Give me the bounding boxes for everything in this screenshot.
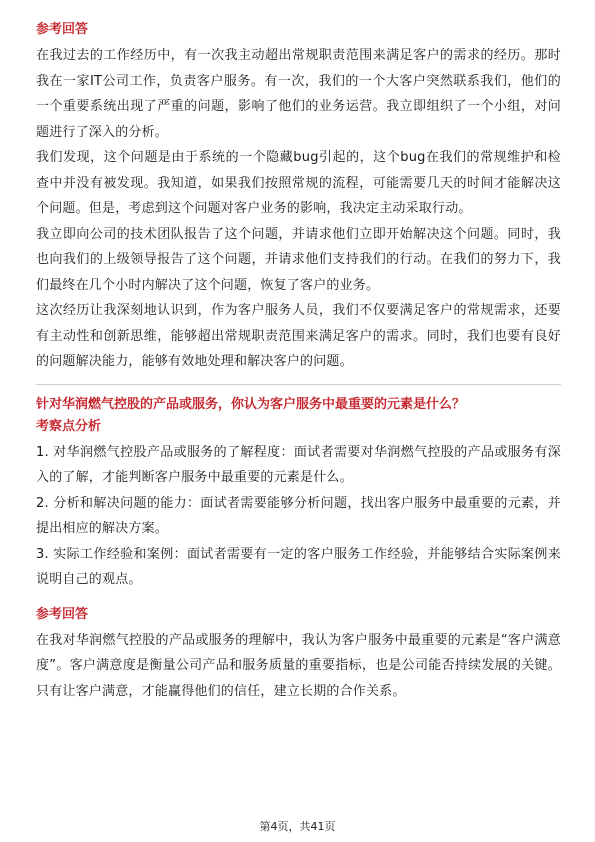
- reference-answer-heading: 参考回答: [36, 606, 89, 622]
- reference-answer-section-2: [36, 605, 561, 705]
- analysis-item: 1. 对华润燃气控股产品或服务的了解程度：面试者需要对华润燃气控股的产品或服务有深入的了解，才能判断客户服务中最重要的元素是什么。: [36, 444, 561, 485]
- analysis-item: 2. 分析和解决问题的能力：面试者需要能够分析问题，找出客户服务中最重要的元素，并提出相应的解决方案。: [36, 495, 561, 536]
- reference-answer-heading: 参考回答: [36, 22, 89, 37]
- reference-answer-section: [36, 20, 561, 375]
- analysis-heading: 考察点分析: [36, 418, 102, 434]
- interview-question: 针对华润燃气控股的产品或服务，你认为客户服务中最重要的元素是什么？: [36, 396, 466, 412]
- answer-paragraph: 这次经历让我深刻地认识到，作为客户服务人员，我们不仅要满足客户的常规需求，还要有主动性和创新思维，能够超出常规职责范围来满足客户的需求。同时，我们也要有良好的问题解决能力，能够有效地处理和解决客户的问题。: [36, 303, 561, 369]
- page-number: 第4页，共41页: [259, 820, 336, 833]
- answer-paragraph: 我们发现，这个问题是由于系统的一个隐藏bug引起的，这个bug在我们的常规维护和检查中并没有被发现。我知道，如果我们按照常规的流程，可能需要几天的时间才能解决这个问题。但是，考虑到这个问题对客户业务的影响，我决定主动采取行动。: [36, 150, 561, 216]
- answer-paragraph: 在我过去的工作经历中，有一次我主动超出常规职责范围来满足客户的需求的经历。那时我在一家IT公司工作，负责客户服务。有一次，我们的一个大客户突然联系我们，他们的一个重要系统出现了严重的问题，影响了他们的业务运营。我立即组织了一个小组，对问题进行了深入的分析。: [36, 48, 561, 140]
- answer-paragraph: 我立即向公司的技术团队报告了这个问题，并请求他们立即开始解决这个问题。同时，我也向我们的上级领导报告了这个问题，并请求他们支持我们的行动。在我们的努力下，我们最终在几个小时内解决了这个问题，恢复了客户的业务。: [36, 226, 561, 293]
- analysis-item: 3. 实际工作经验和案例：面试者需要有一定的客户服务工作经验，并能够结合实际案例来说明自己的观点。: [36, 546, 561, 587]
- document-page: [36, 20, 561, 704]
- analysis-section: [36, 417, 561, 593]
- section-divider: [36, 384, 561, 385]
- answer-paragraph: 在我对华润燃气控股的产品或服务的理解中，我认为客户服务中最重要的元素是“客户满意度”。客户满意度是衡量公司产品和服务质量的重要指标，也是公司能否持续发展的关键。只有让客户满意，才能赢得他们的信任，建立长期的合作关系。: [36, 632, 561, 699]
